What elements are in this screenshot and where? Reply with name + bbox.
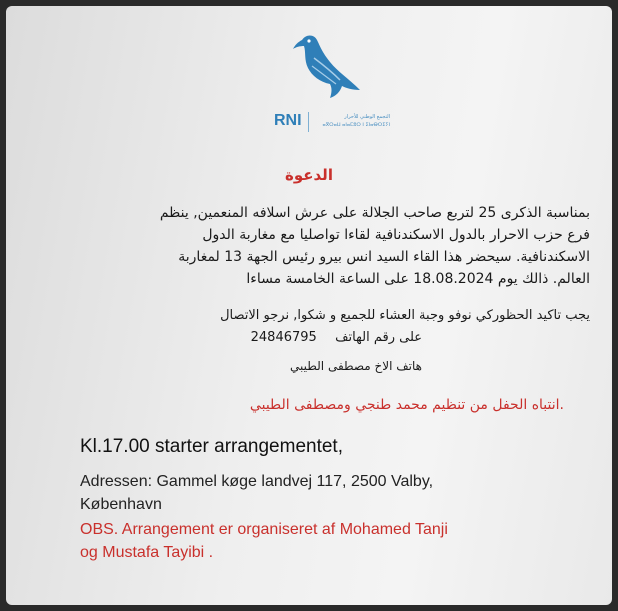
body-line: الاسكندنافية. سيحضر هذا القاء السيد انس بيرو رئيس الجهة 13 لمغاربة: [178, 249, 590, 265]
dove-icon: [284, 28, 364, 108]
obs-line: og Mustafa Tayibi .: [80, 544, 214, 561]
address: [80, 470, 433, 516]
address-line: Adressen: Gammel køge landvej 117, 2500 Valby,: [80, 473, 434, 490]
body-line: بمناسبة الذكرى 25 لتربع صاحب الجلالة على عرش اسلافه المنعمين, ينظم: [159, 205, 590, 221]
logo-brand: RNI: [274, 112, 302, 129]
organizer-note-danish: [80, 518, 448, 564]
logo-subtitle-tifinagh: ⴰⴳⵔⴰⵡ ⴰⵏⴰⵎⵓⵔ ⵏ ⵉⵏⴰⴱⵔⵉⵢⵏ: [322, 122, 390, 128]
contact-line: هاتف الاخ مصطفى الطيبي: [290, 359, 422, 373]
invite-body: [50, 202, 590, 290]
rsvp-text: يجب تاكيد الحظوركي نوفو وجبة العشاء للجميع و شكوا, نرجو الاتصال: [220, 308, 590, 323]
body-line: العالم. ذالك يوم 18.08.2024 على الساعة الخامسة مساءا: [246, 271, 590, 287]
obs-line: OBS. Arrangement er organiseret af Mohamed Tanji: [80, 521, 448, 538]
organizer-note-arabic: .انتباه الحفل من تنظيم محمد طنجي ومصطفى الطيبي: [249, 397, 564, 413]
logo-divider: [308, 112, 309, 132]
body-line: فرع حزب الاحرار بالدول الاسكندنافية لقاءا تواصليا مع مغاربة الدول: [202, 227, 590, 243]
address-line: København: [80, 496, 162, 513]
party-logo: [274, 28, 394, 138]
logo-subtitle-arabic: التجمع الوطني للأحرار: [344, 114, 390, 120]
start-time: Kl.17.00 starter arrangementet,: [80, 436, 343, 457]
invite-title: الدعوة: [285, 166, 333, 184]
phone-label: على رقم الهاتف: [335, 330, 422, 345]
phone-number: 24846795: [250, 330, 317, 345]
phone-line: [251, 328, 422, 348]
document-photo: [6, 6, 612, 605]
logo-subtitle: [314, 113, 390, 129]
